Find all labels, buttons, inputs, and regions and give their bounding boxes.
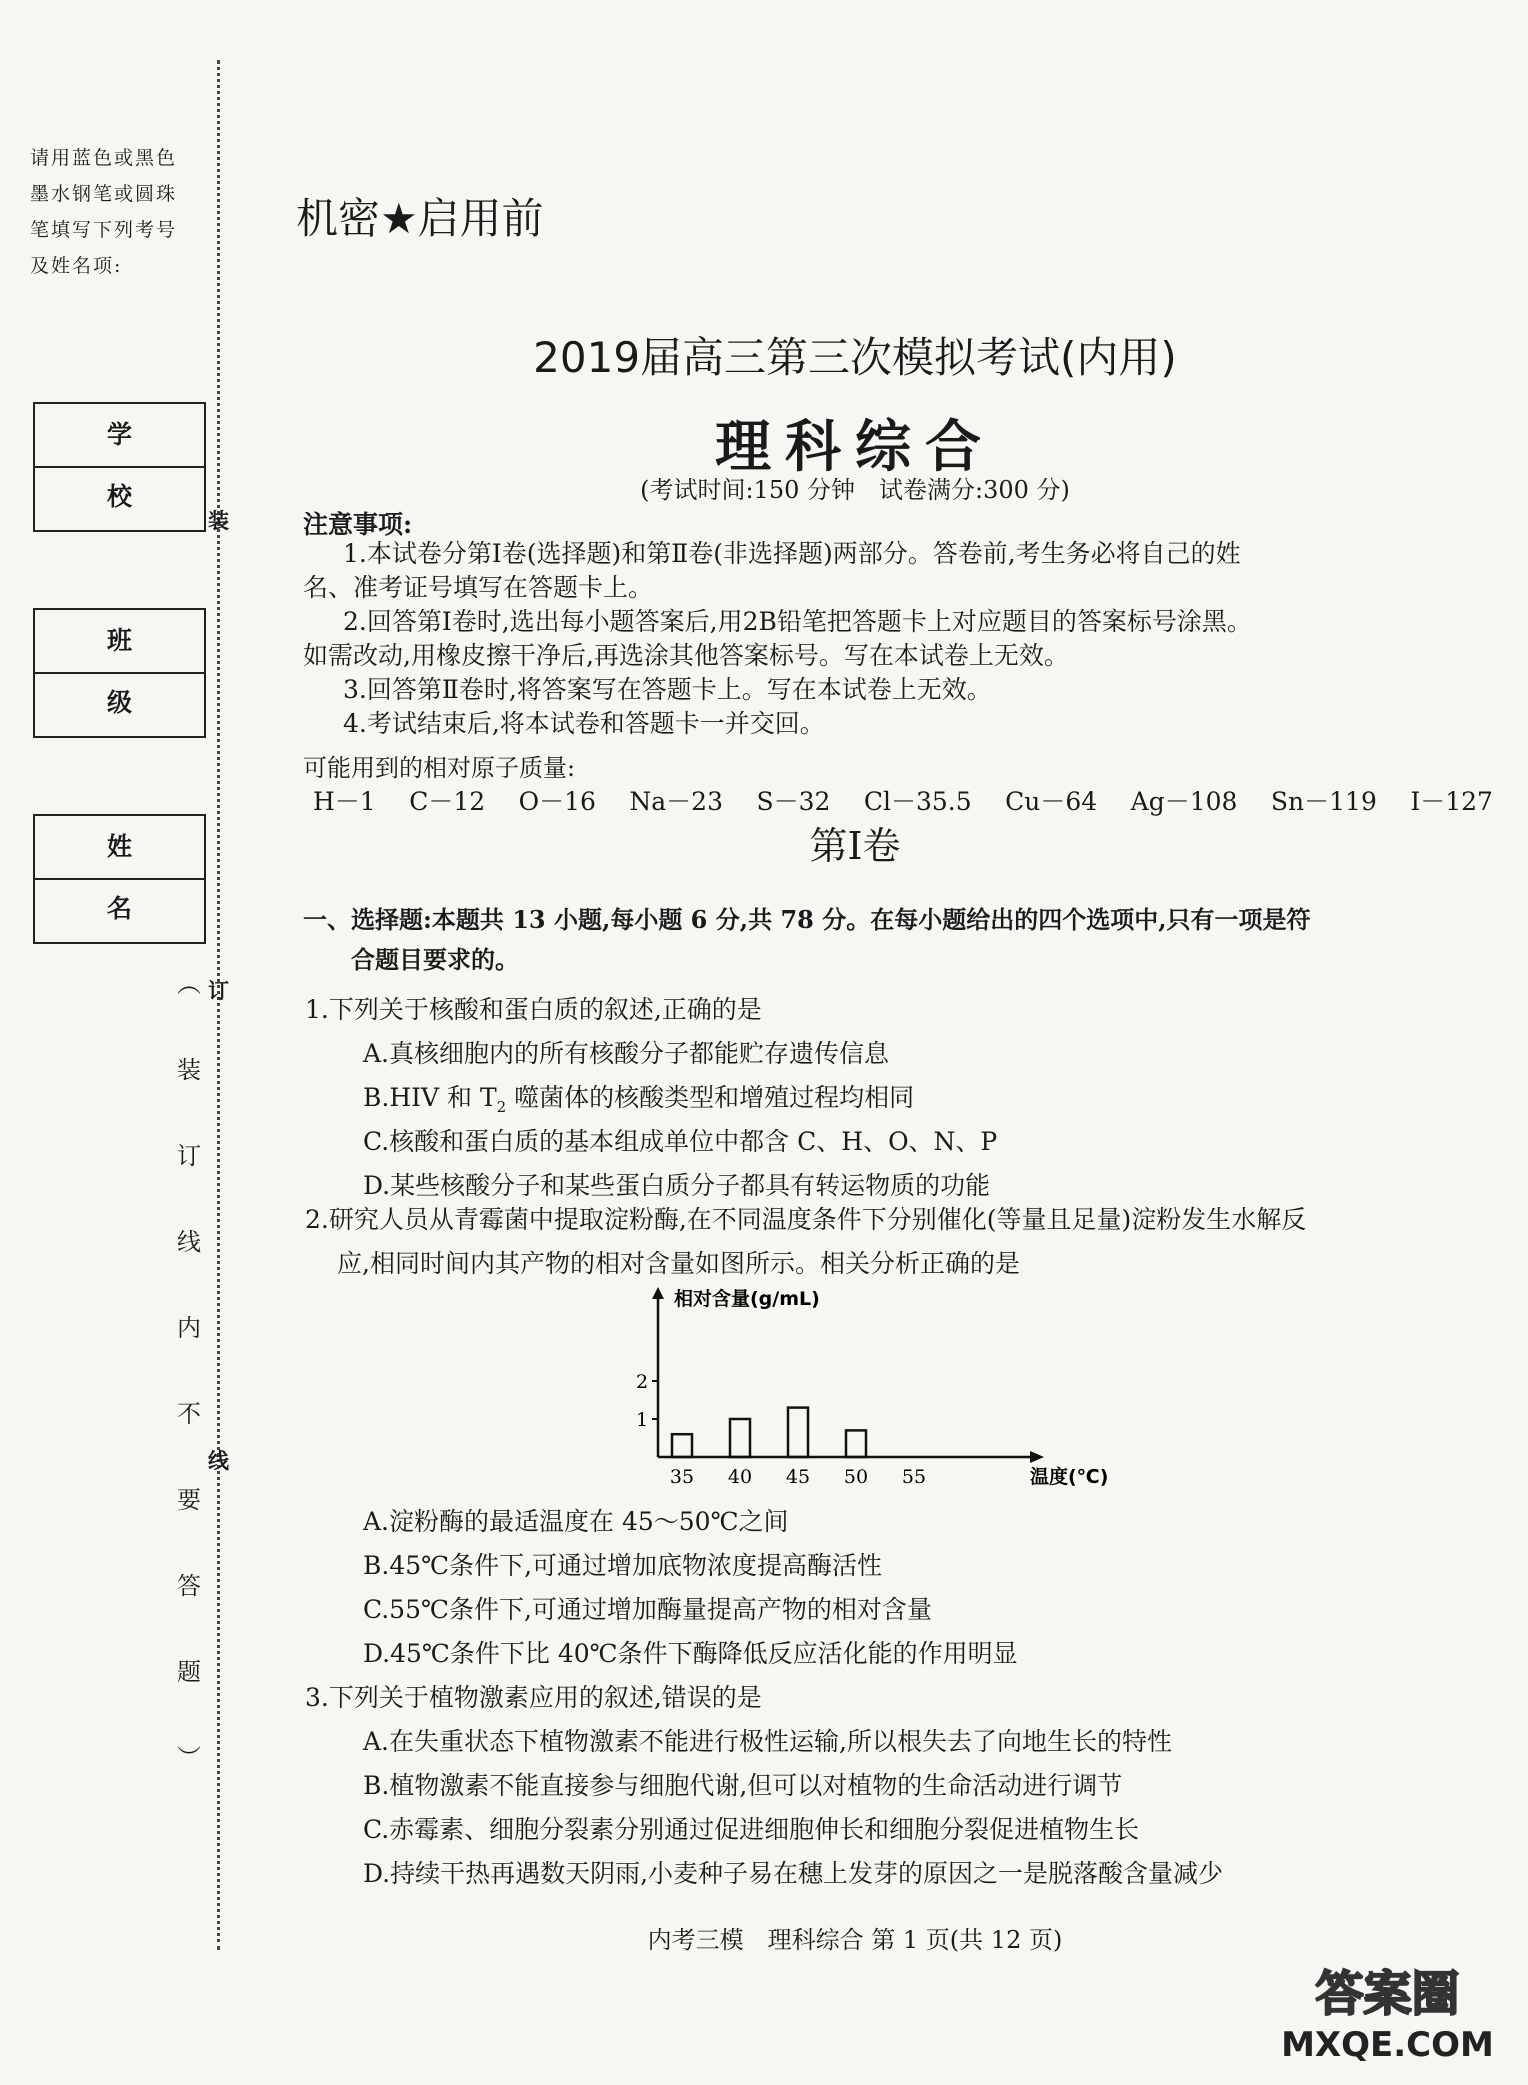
note-char: ︶ xyxy=(177,1744,201,1772)
name-label: 姓 名 xyxy=(35,816,204,880)
watermark-bottom-text: MXQE.COM xyxy=(1281,2025,1494,2065)
q3-option-d: D.持续干热再遇数天阴雨,小麦种子易在穗上发芽的原因之一是脱落酸含量减少 xyxy=(363,1859,1224,1888)
exam-info: (考试时间:150 分钟 试卷满分:300 分) xyxy=(640,476,1070,504)
atomic-mass-item: O－16 xyxy=(518,787,596,816)
note-char: 装 xyxy=(177,1056,201,1084)
q2-option-b: B.45℃条件下,可通过增加底物浓度提高酶活性 xyxy=(363,1551,883,1580)
y-axis-arrow-icon xyxy=(652,1287,664,1299)
enzyme-bar-chart xyxy=(600,1285,1140,1500)
instruction-line: 笔填写下列考号 xyxy=(30,219,178,241)
atomic-mass-item: C－12 xyxy=(409,787,486,816)
note-char: 不 xyxy=(177,1400,201,1428)
notice-line: 4.考试结束后,将本试卷和答题卡一并交回。 xyxy=(343,709,825,738)
atomic-mass-item: Cu－64 xyxy=(1005,787,1098,816)
notice-title: 注意事项: xyxy=(303,510,413,539)
atomic-mass-item: Ag－108 xyxy=(1130,787,1238,816)
atomic-mass-item: Na－23 xyxy=(629,787,723,816)
bar-45 xyxy=(788,1408,808,1457)
section-heading-line: 一、选择题:本题共 13 小题,每小题 6 分,共 78 分。在每小题给出的四个选项中,只有一项是符 xyxy=(303,905,1311,934)
note-char: 答 xyxy=(177,1572,201,1600)
q3-stem: 3.下列关于植物激素应用的叙述,错误的是 xyxy=(305,1683,762,1712)
page-footer: 内考三模 理科综合 第 1 页(共 12 页) xyxy=(647,1926,1063,1954)
atomic-mass-list xyxy=(313,782,1493,818)
note-char: 要 xyxy=(177,1486,201,1514)
volume-title: 第Ⅰ卷 xyxy=(809,824,901,868)
fill-instructions xyxy=(30,140,200,284)
note-char: 题 xyxy=(177,1658,201,1686)
instruction-line: 及姓名项: xyxy=(30,255,123,277)
atomic-mass-item: S－32 xyxy=(756,787,831,816)
school-field[interactable] xyxy=(33,402,206,532)
school-label: 学 校 xyxy=(35,404,204,468)
atomic-mass-item: I－127 xyxy=(1410,787,1493,816)
note-char: 订 xyxy=(177,1142,201,1170)
q2-stem xyxy=(305,1198,1505,1286)
atomic-mass-item: Sn－119 xyxy=(1270,787,1377,816)
bar-50 xyxy=(846,1430,866,1457)
binding-mark-ding: 订 xyxy=(208,978,229,1003)
note-char: 线 xyxy=(177,1228,201,1256)
q2-option-d: D.45℃条件下比 40℃条件下酶降低反应活化能的作用明显 xyxy=(363,1639,1018,1668)
instruction-line: 请用蓝色或黑色 xyxy=(30,147,178,169)
bar-35 xyxy=(672,1434,692,1457)
section-heading-line: 合题目要求的。 xyxy=(351,945,519,974)
y-tick-label: 1 xyxy=(636,1409,649,1431)
name-field[interactable] xyxy=(33,814,206,944)
note-char: 内 xyxy=(177,1314,201,1342)
q3-option-a: A.在失重状态下植物激素不能进行极性运输,所以根失去了向地生长的特性 xyxy=(363,1727,1172,1756)
notice-line: 如需改动,用橡皮擦干净后,再选涂其他答案标号。写在本试卷上无效。 xyxy=(303,641,1069,670)
confidential-mark: 机密★启用前 xyxy=(296,194,544,243)
note-char: ︵ xyxy=(177,970,201,998)
notice-line: 3.回答第Ⅱ卷时,将答案写在答题卡上。写在本试卷上无效。 xyxy=(343,675,992,704)
x-axis-arrow-icon xyxy=(1030,1451,1044,1463)
atomic-mass-title: 可能用到的相对原子质量: xyxy=(303,754,576,782)
notice-line: 2.回答第Ⅰ卷时,选出每小题答案后,用2B铅笔把答题卡上对应题目的答案标号涂黑。 xyxy=(343,607,1252,636)
binding-mark-zhuang: 装 xyxy=(208,508,229,533)
class-field[interactable] xyxy=(33,608,206,738)
bar-40 xyxy=(730,1419,750,1457)
x-tick-label: 40 xyxy=(727,1466,753,1488)
q1-option-a: A.真核细胞内的所有核酸分子都能贮存遗传信息 xyxy=(363,1039,890,1068)
q2-option-a: A.淀粉酶的最适温度在 45～50℃之间 xyxy=(363,1507,789,1536)
x-tick-label: 55 xyxy=(901,1466,927,1488)
q1-option-d: D.某些核酸分子和某些蛋白质分子都具有转运物质的功能 xyxy=(363,1171,991,1200)
vertical-binding-note xyxy=(174,964,204,1824)
q1-option-b-post: 噬菌体的核酸类型和增殖过程均相同 xyxy=(506,1083,915,1112)
watermark-logo xyxy=(1255,1965,1520,2077)
y-axis-label: 相对含量(g/mL) xyxy=(674,1288,820,1310)
watermark-top-text: 答案圈 xyxy=(1315,1966,1460,2022)
subject-title: 理科综合 xyxy=(715,414,995,480)
q1-stem: 1.下列关于核酸和蛋白质的叙述,正确的是 xyxy=(305,995,762,1024)
q3-option-b: B.植物激素不能直接参与细胞代谢,但可以对植物的生命活动进行调节 xyxy=(363,1771,1123,1800)
x-tick-label: 50 xyxy=(843,1466,869,1488)
notice-body xyxy=(303,537,1493,741)
class-label: 班 级 xyxy=(35,610,204,674)
section-heading xyxy=(303,900,1503,980)
q1-option-b-sub: 2 xyxy=(496,1098,507,1116)
q1-option-c: C.核酸和蛋白质的基本组成单位中都含 C、H、O、N、P xyxy=(363,1127,998,1156)
y-tick-label: 2 xyxy=(636,1371,649,1393)
q2-option-c: C.55℃条件下,可通过增加酶量提高产物的相对含量 xyxy=(363,1595,932,1624)
x-tick-label: 35 xyxy=(669,1466,695,1488)
binding-dotted-line xyxy=(217,60,220,1950)
atomic-mass-item: H－1 xyxy=(313,787,376,816)
exam-title: 2019届高三第三次模拟考试(内用) xyxy=(533,333,1177,382)
notice-line: 1.本试卷分第Ⅰ卷(选择题)和第Ⅱ卷(非选择题)两部分。答卷前,考生务必将自己的姓 xyxy=(343,539,1241,568)
q1-option-b xyxy=(363,1078,914,1116)
x-tick-label: 45 xyxy=(785,1466,811,1488)
q3-option-c: C.赤霉素、细胞分裂素分别通过促进细胞伸长和细胞分裂促进植物生长 xyxy=(363,1815,1140,1844)
x-axis-label: 温度(℃) xyxy=(1030,1466,1109,1488)
instruction-line: 墨水钢笔或圆珠 xyxy=(30,183,178,205)
q1-option-b-pre: B.HIV 和 T xyxy=(363,1083,497,1112)
binding-mark-xian: 线 xyxy=(208,1448,229,1473)
q2-stem-line: 应,相同时间内其产物的相对含量如图所示。相关分析正确的是 xyxy=(337,1249,1020,1278)
q2-stem-line: 2.研究人员从青霉菌中提取淀粉酶,在不同温度条件下分别催化(等量且足量)淀粉发生水解反 xyxy=(305,1205,1307,1234)
notice-line: 名、准考证号填写在答题卡上。 xyxy=(303,573,654,602)
atomic-mass-item: Cl－35.5 xyxy=(863,787,972,816)
